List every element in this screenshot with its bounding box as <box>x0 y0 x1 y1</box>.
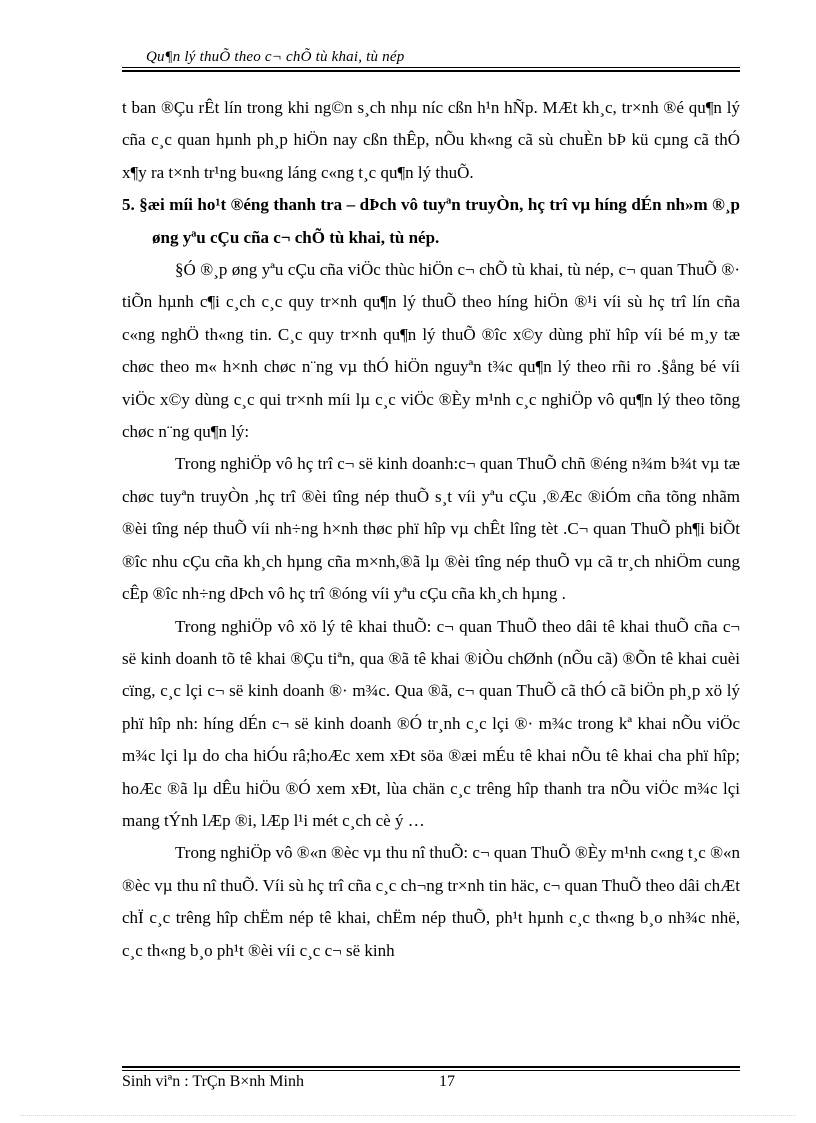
paragraph: Trong nghiÖp vô xö lý tê khai thuÕ: c¬ quan ThuÕ theo dâi tê khai thuÕ cña c¬ së kinh doanh tõ tê khai ®Çu tiªn, qua ®ã tê khai ®iÒu chØnh (nÕu cã) ®Õn tê khai cuèi cïng, c¸c lçi c¬ së kinh doanh ®· m¾c. Qua ®ã, c¬ quan ThuÕ cã thÓ cã biÖn ph¸p xö lý phï hîp nh: híng dÉn c¬ së kinh doanh ®Ó tr¸nh c¸c lçi ®· m¾c trong kª khai nÕu viÖc m¾c lçi lµ do cha hiÓu râ;hoÆc xem xÐt söa ®æi mÉu tê khai nÕu tê khai cha phï hîp; hoÆc ®ã lµ dÊu hiÖu ®Ó xem xÐt, lùa chän c¸c trêng hîp thanh tra nÕu viÖc m¾c lçi mang tÝnh lÆp ®i, lÆp l¹i mét c¸ch cè ý … <box>122 616 740 830</box>
header-rule <box>122 67 740 68</box>
paragraph: Trong nghiÖp vô ®«n ®èc vµ thu nî thuÕ: c¬ quan ThuÕ ®Èy m¹nh c«ng t¸c ®«n ®èc vµ thu nî thuÕ. Víi sù hç trî cña c¸c ch¬ng tr×nh tin häc, c¬ quan ThuÕ theo dâi chÆt chÏ c¸c trêng hîp chËm nép tê khai, chËm nép thuÕ, ph¹t hµnh c¸c th«ng b¸o nh¾c nhë, c¸c th«ng b¸o ph¹t ®èi víi c¸c c¬ së kinh <box>122 843 740 960</box>
footer-rule <box>122 1070 740 1071</box>
section-heading: 5. §æi míi ho¹t ®éng thanh tra – dÞch vô tuyªn truyÒn, hç trî vµ híng dÉn nh»m ®¸p øng yªu cÇu cña c¬ chÕ tù khai, tù nép. <box>122 195 740 247</box>
paragraph: Trong nghiÖp vô hç trî c¬ së kinh doanh:c¬ quan ThuÕ chñ ®éng n¾m b¾t vµ tæ chøc tuyªn truyÒn ,hç trî ®èi tîng nép thuÕ s¸t víi yªu cÇu ,®Æc ®iÓm cña tõng nhãm ®èi tîng nép thuÕ víi nh÷ng h×nh thøc phï hîp vµ chÊt lîng tèt .C¬ quan ThuÕ ph¶i biÕt ®îc nhu cÇu cña kh¸ch hµng cña m×nh,®ã lµ ®èi tîng nép thuÕ vµ cã tr¸ch nhiÖm cung cÊp ®îc nh÷ng dÞch vô hç trî ®óng víi yªu cÇu cña kh¸ch hµng . <box>122 454 740 604</box>
page-bottom-divider <box>20 1115 796 1116</box>
page-number: 17 <box>439 1073 455 1090</box>
paragraph: §Ó ®¸p øng yªu cÇu cña viÖc thùc hiÖn c¬ chÕ tù khai, tù nép, c¬ quan ThuÕ ®· tiÕn hµnh c¶i c¸ch c¸c quy tr×nh qu¶n lý thuÕ theo híng hiÖn ®¹i víi sù hç trî lín cña c«ng nghÖ th«ng tin. C¸c quy tr×nh qu¶n lý thuÕ ®îc x©y dùng phï hîp víi bé m¸y tæ chøc theo m« h×nh chøc n¨ng vµ thÓ hiÖn nguyªn t¾c qu¶n lý theo rñi ro .§ång bé víi viÖc x©y dùng c¸c qui tr×nh míi lµ c¸c viÖc ®Èy m¹nh c¸c nghiÖp vô qu¶n lý theo tõng chøc n¨ng qu¶n lý: <box>122 260 740 442</box>
footer-rule-thick <box>122 1066 740 1068</box>
body-text <box>122 92 740 967</box>
paragraph-continued: t ban ®Çu rÊt lín trong khi ng©n s¸ch nhµ níc cßn h¹n hÑp. MÆt kh¸c, tr×nh ®é qu¶n lý cña c¸c quan hµnh ph¸p hiÖn nay cßn thÊp, nÕu kh«ng cã sù chuÈn bÞ kü cµng cã thÓ x¶y ra t×nh tr¹ng bu«ng láng c«ng t¸c qu¶n lý thuÕ. <box>122 98 740 182</box>
footer-author: Sinh viªn : TrÇn B×nh Minh <box>122 1073 304 1090</box>
header-rule-thick <box>122 70 740 72</box>
running-header: Qu¶n lý thuÕ theo c¬ chÕ tù khai, tù nép <box>146 49 405 65</box>
